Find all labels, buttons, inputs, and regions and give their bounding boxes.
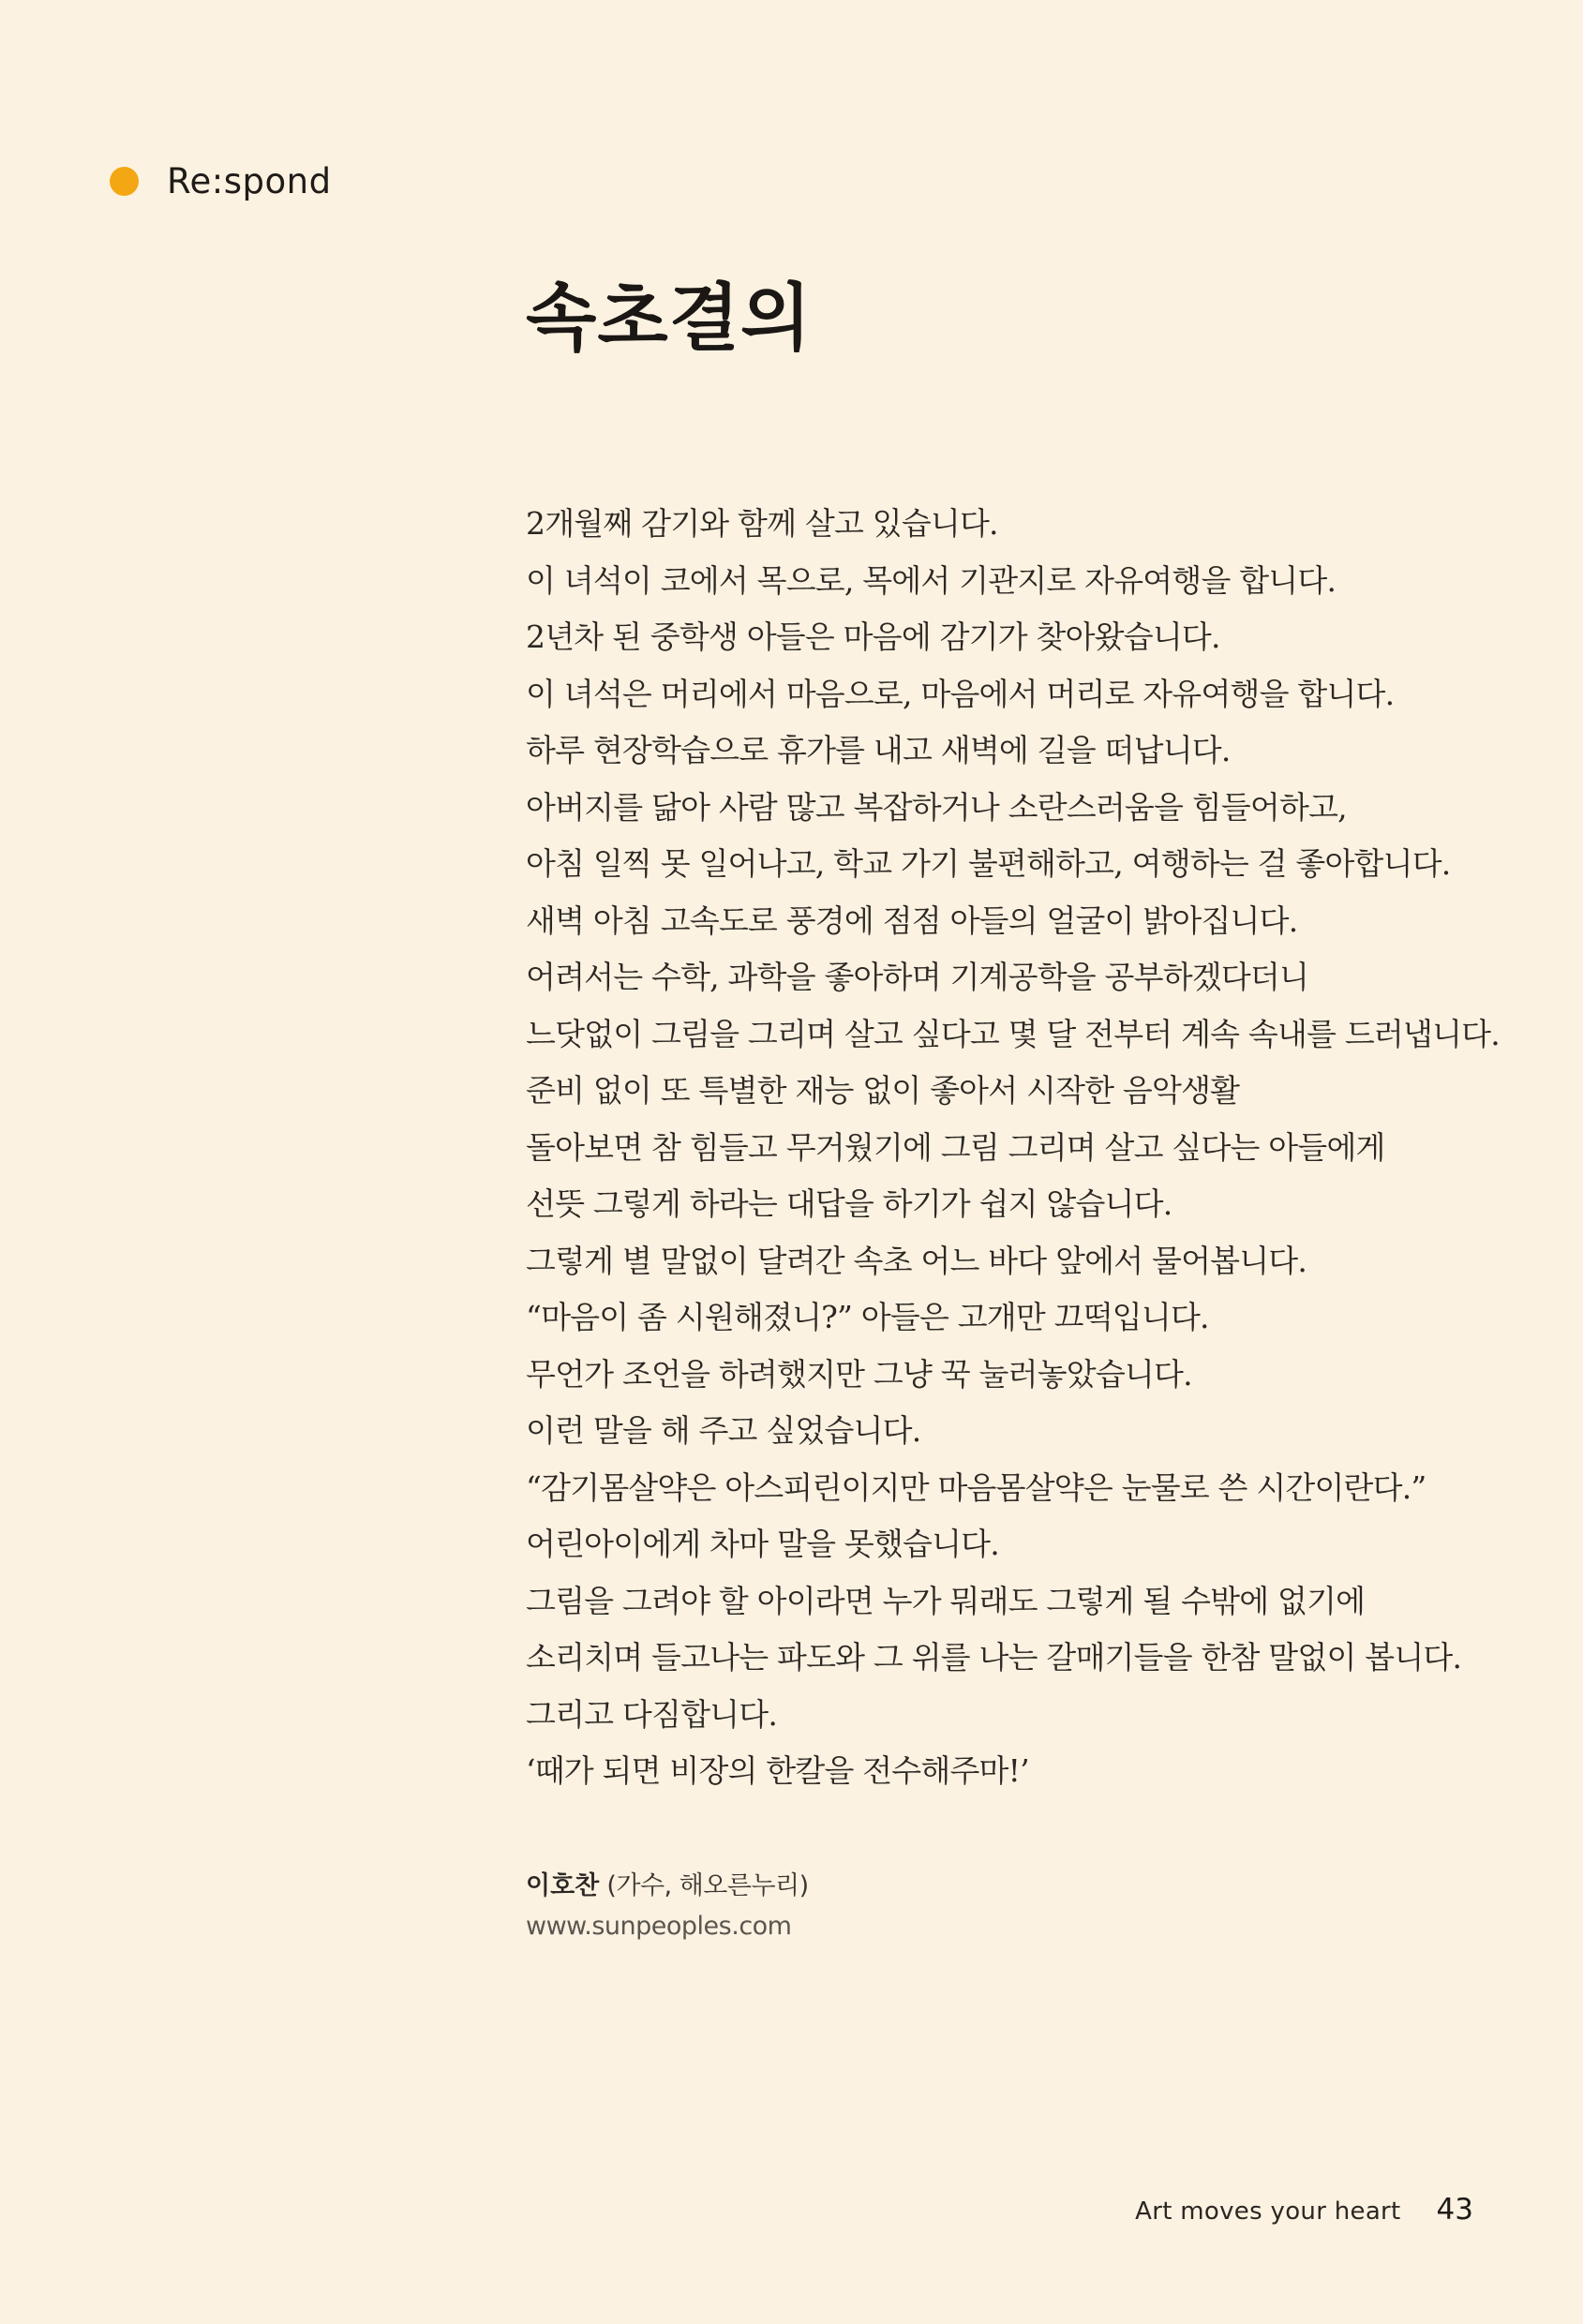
section-label [110, 157, 332, 204]
poem-line: 2개월째 감기와 함께 살고 있습니다. [526, 505, 998, 542]
poem-line: 느닷없이 그림을 그리며 살고 싶다고 몇 달 전부터 계속 속내를 드러냅니다. [526, 1015, 1500, 1052]
author-note: (가수, 해오른누리) [599, 1871, 809, 1900]
poem-line: 2년차 된 중학생 아들은 마음에 감기가 찾아왔습니다. [526, 618, 1220, 655]
poem-line: 무언가 조언을 하려했지만 그냥 꾹 눌러놓았습니다. [526, 1355, 1192, 1393]
poem-line: “감기몸살약은 아스피린이지만 마음몸살약은 눈물로 쓴 시간이란다.” [526, 1468, 1426, 1506]
footer-tagline: Art moves your heart [1135, 2197, 1401, 2226]
poem-line: 어린아이에게 차마 말을 못했습니다. [526, 1526, 999, 1562]
poem-line: 어려서는 수학, 과학을 좋아하며 기계공학을 공부하겠다더니 [526, 959, 1309, 995]
poem-body [526, 496, 1538, 1800]
poem-line: 준비 없이 또 특별한 재능 없이 좋아서 시작한 음악생활 [526, 1072, 1240, 1109]
author-name: 이호찬 [526, 1871, 600, 1900]
poem-line: 그렇게 별 말없이 달려간 속초 어느 바다 앞에서 물어봅니다. [526, 1242, 1307, 1279]
poem-line: 새벽 아침 고속도로 풍경에 점점 아들의 얼굴이 밝아집니다. [526, 901, 1298, 939]
section-label-text: Re:spond [167, 160, 332, 201]
poem-line: 선뜻 그렇게 하라는 대답을 하기가 쉽지 않습니다. [526, 1185, 1172, 1222]
poem-line: ‘때가 되면 비장의 한칼을 전수해주마!’ [526, 1752, 1029, 1789]
poem-line: 소리치며 들고나는 파도와 그 위를 나는 갈매기들을 한참 말없이 봅니다. [526, 1639, 1462, 1676]
poem-line: 하루 현장학습으로 휴가를 내고 새벽에 길을 떠납니다. [526, 732, 1231, 768]
poem-line: 그리고 다짐합니다. [526, 1695, 778, 1733]
poem-line: 아버지를 닮아 사람 많고 복잡하거나 소란스러움을 힘들어하고, [526, 788, 1347, 826]
poem-line: 돌아보면 참 힘들고 무거웠기에 그림 그리며 살고 싶다는 아들에게 [526, 1128, 1385, 1166]
page-number: 43 [1436, 2193, 1473, 2227]
author-credit [526, 1868, 809, 1905]
author-website: www.sunpeoples.com [526, 1912, 792, 1941]
poem-line: 이 녀석은 머리에서 마음으로, 마음에서 머리로 자유여행을 합니다. [526, 675, 1395, 712]
section-dot-icon [110, 167, 139, 196]
poem-line: 이런 말을 해 주고 싶었습니다. [526, 1412, 921, 1449]
poem-line: 이 녀석이 코에서 목으로, 목에서 기관지로 자유여행을 합니다. [526, 561, 1337, 599]
article-title: 속초결의 [526, 276, 813, 361]
poem-line: 아침 일찍 못 일어나고, 학교 가기 불편해하고, 여행하는 걸 좋아합니다. [526, 845, 1451, 882]
poem-line: 그림을 그려야 할 아이라면 누가 뭐래도 그렇게 될 수밖에 없기에 [526, 1582, 1366, 1619]
page-footer [1135, 2193, 1473, 2227]
poem-line: “마음이 좀 시원해졌니?” 아들은 고개만 끄떡입니다. [526, 1299, 1209, 1335]
